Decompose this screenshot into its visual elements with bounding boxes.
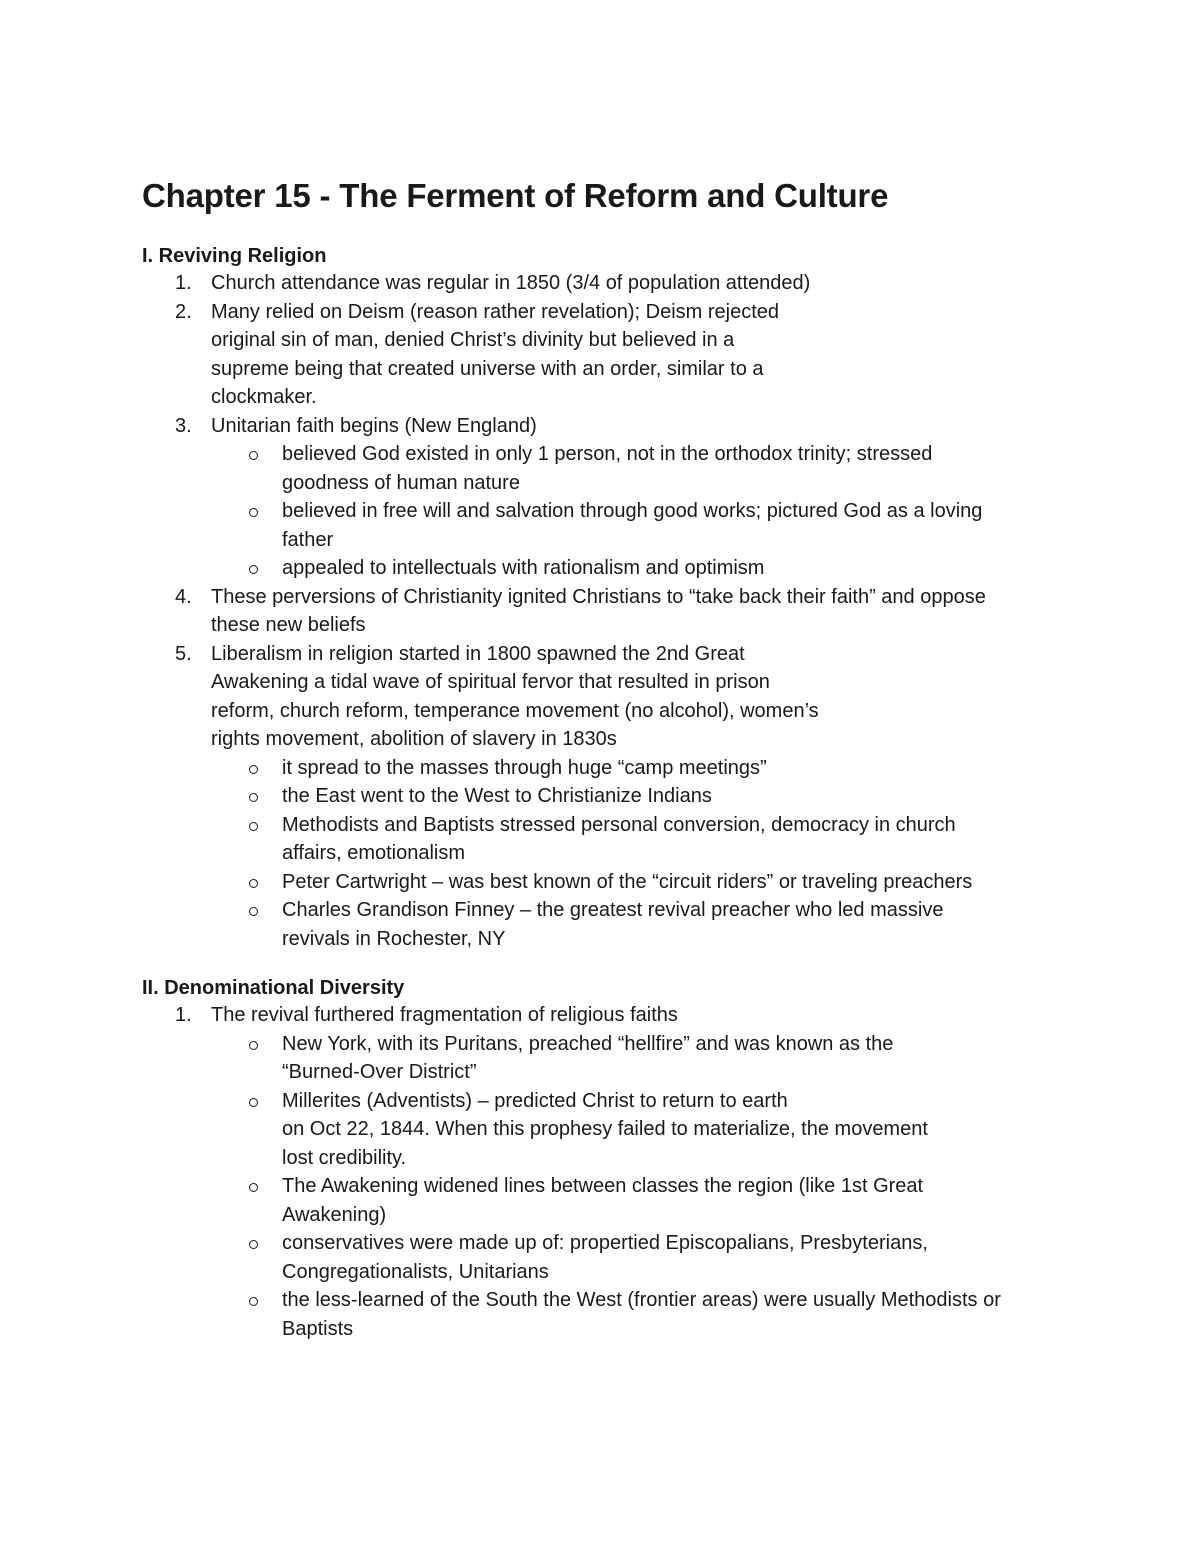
bullet-item xyxy=(142,497,1082,554)
bullet-item-text xyxy=(282,1172,1082,1229)
bullet-item-text xyxy=(282,754,1082,783)
list-item-text xyxy=(211,298,1082,412)
hollow-circle-bullet-icon xyxy=(249,1041,258,1050)
bullet-item-text xyxy=(282,497,1082,554)
text-line: Peter Cartwright – was best known of the “circuit riders” or traveling preachers xyxy=(282,870,973,893)
bullet-item-text xyxy=(282,554,1082,583)
bullet-item xyxy=(142,1286,1082,1343)
text-line: Millerites (Adventists) – predicted Christ to return to earth xyxy=(282,1089,788,1112)
bullet-item xyxy=(142,1087,1082,1173)
list-item-number: 5. xyxy=(175,642,192,665)
text-line: Church attendance was regular in 1850 (3/4 of population attended) xyxy=(211,272,811,294)
hollow-circle-bullet-icon xyxy=(249,1297,258,1306)
text-line: Congregationalists, Unitarians xyxy=(282,1260,549,1283)
list-item-number: 1. xyxy=(175,1004,192,1026)
text-line: These perversions of Christianity ignited Christians to “take back their faith” and oppose xyxy=(211,585,986,608)
hollow-circle-bullet-icon xyxy=(249,822,258,831)
text-line: believed in free will and salvation through good works; pictured God as a loving xyxy=(282,500,983,522)
document-body xyxy=(142,243,1082,1343)
text-line: New York, with its Puritans, preached “hellfire” and was known as the xyxy=(282,1032,894,1055)
bullet-item-text xyxy=(282,1030,1082,1087)
list-item-number: 2. xyxy=(175,300,192,323)
bullet-list xyxy=(211,440,1082,583)
list-item xyxy=(142,583,1082,640)
hollow-circle-bullet-icon xyxy=(249,793,258,802)
list-item xyxy=(142,412,1082,583)
text-line: affairs, emotionalism xyxy=(282,842,466,864)
bullet-item xyxy=(142,811,1082,868)
text-line: rights movement, abolition of slavery in 1830s xyxy=(211,728,617,750)
hollow-circle-bullet-icon xyxy=(249,765,258,774)
bullet-item-text xyxy=(282,782,1082,811)
text-line: Awakening) xyxy=(282,1203,387,1226)
text-line: clockmaker. xyxy=(211,386,317,408)
bullet-item xyxy=(142,1030,1082,1087)
text-line: the less-learned of the South the West (frontier areas) were usually Methodists or xyxy=(282,1289,1001,1311)
hollow-circle-bullet-icon xyxy=(249,565,258,574)
bullet-item xyxy=(142,754,1082,783)
list-item-text xyxy=(211,640,1082,754)
hollow-circle-bullet-icon xyxy=(249,1240,258,1249)
bullet-item-text xyxy=(282,1229,1082,1286)
text-line: the East went to the West to Christianize Indians xyxy=(282,785,712,807)
text-line: Charles Grandison Finney – the greatest revival preacher who led massive xyxy=(282,899,944,921)
text-line: The revival furthered fragmentation of religious faiths xyxy=(211,1004,678,1026)
bullet-item-text xyxy=(282,811,1082,868)
text-line: appealed to intellectuals with rationalism and optimism xyxy=(282,557,765,579)
text-line: father xyxy=(282,528,334,551)
bullet-item xyxy=(142,1172,1082,1229)
list-item-number: 1. xyxy=(175,272,192,294)
bullet-item-text xyxy=(282,1286,1082,1343)
numbered-list xyxy=(142,1001,1082,1343)
numbered-list xyxy=(142,269,1082,953)
list-item-number: 4. xyxy=(175,585,192,608)
text-line: Baptists xyxy=(282,1317,354,1340)
list-item-text xyxy=(211,412,1082,441)
list-item-text xyxy=(211,1001,1082,1030)
text-line: Awakening a tidal wave of spiritual fervor that resulted in prison xyxy=(211,671,770,693)
hollow-circle-bullet-icon xyxy=(249,879,258,888)
list-item-text xyxy=(211,269,1082,298)
text-line: Liberalism in religion started in 1800 spawned the 2nd Great xyxy=(211,642,745,665)
text-line: believed God existed in only 1 person, not in the orthodox trinity; stressed xyxy=(282,443,933,465)
bullet-item-text xyxy=(282,1087,1082,1173)
document-page xyxy=(142,176,1082,1343)
list-item-text xyxy=(211,583,1082,640)
bullet-item-text xyxy=(282,868,1082,897)
bullet-item xyxy=(142,782,1082,811)
text-line: “Burned-Over District” xyxy=(282,1061,477,1083)
text-line: goodness of human nature xyxy=(282,471,520,494)
bullet-item-text xyxy=(282,896,1082,953)
text-line: it spread to the masses through huge “camp meetings” xyxy=(282,756,767,779)
list-item xyxy=(142,298,1082,412)
bullet-list xyxy=(211,754,1082,954)
bullet-item xyxy=(142,868,1082,897)
text-line: reform, church reform, temperance movement (no alcohol), women’s xyxy=(211,699,819,722)
hollow-circle-bullet-icon xyxy=(249,907,258,916)
text-line: lost credibility. xyxy=(282,1146,407,1169)
text-line: on Oct 22, 1844. When this prophesy failed to materialize, the movement xyxy=(282,1118,928,1140)
bullet-item xyxy=(142,896,1082,953)
text-line: Many relied on Deism (reason rather revelation); Deism rejected xyxy=(211,300,780,323)
hollow-circle-bullet-icon xyxy=(249,508,258,517)
section-heading: I. Reviving Religion xyxy=(142,245,327,267)
bullet-item xyxy=(142,554,1082,583)
list-item-number: 3. xyxy=(175,414,192,437)
list-item xyxy=(142,269,1082,298)
text-line: conservatives were made up of: propertied Episcopalians, Presbyterians, xyxy=(282,1232,928,1254)
bullet-list xyxy=(211,1030,1082,1344)
document-title: Chapter 15 - The Ferment of Reform and Culture xyxy=(142,177,889,214)
section-heading: II. Denominational Diversity xyxy=(142,977,405,999)
text-line: these new beliefs xyxy=(211,614,366,636)
bullet-item-text xyxy=(282,440,1082,497)
list-item xyxy=(142,1001,1082,1343)
bullet-item xyxy=(142,1229,1082,1286)
list-item xyxy=(142,640,1082,954)
bullet-item xyxy=(142,440,1082,497)
text-line: The Awakening widened lines between classes the region (like 1st Great xyxy=(282,1175,924,1197)
hollow-circle-bullet-icon xyxy=(249,451,258,460)
text-line: Methodists and Baptists stressed personal conversion, democracy in church xyxy=(282,813,956,836)
hollow-circle-bullet-icon xyxy=(249,1183,258,1192)
hollow-circle-bullet-icon xyxy=(249,1098,258,1107)
text-line: revivals in Rochester, NY xyxy=(282,927,506,950)
text-line: supreme being that created universe with an order, similar to a xyxy=(211,357,764,380)
text-line: original sin of man, denied Christ’s divinity but believed in a xyxy=(211,329,735,351)
text-line: Unitarian faith begins (New England) xyxy=(211,414,537,437)
